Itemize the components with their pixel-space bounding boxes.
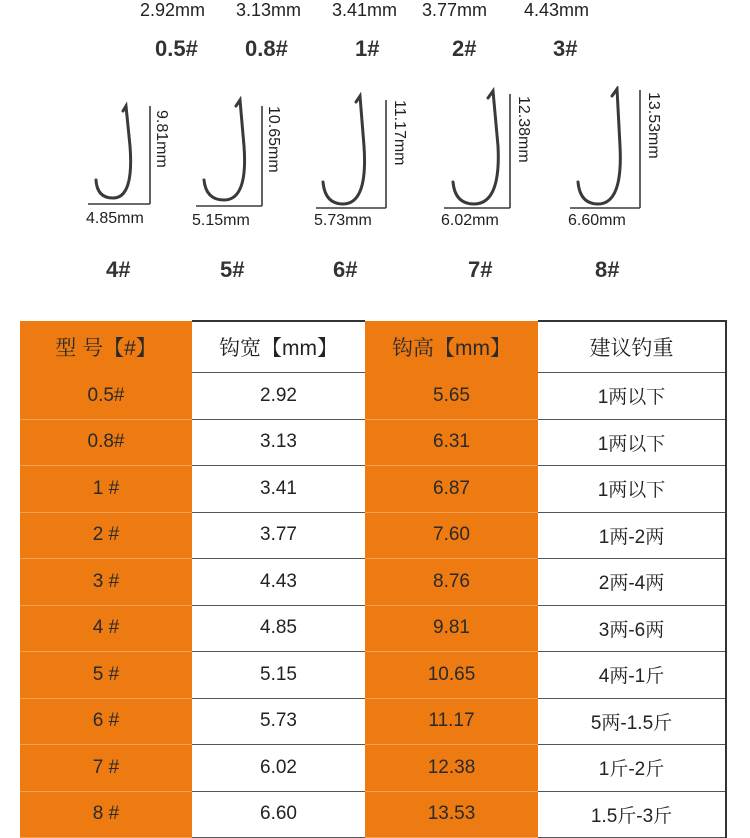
cell-model: 1 # bbox=[20, 466, 192, 513]
cell-width: 5.73 bbox=[192, 698, 365, 745]
cell-weight: 1两以下 bbox=[538, 466, 726, 513]
cell-height: 12.38 bbox=[365, 745, 538, 792]
cell-weight: 1两以下 bbox=[538, 373, 726, 420]
hook-width-label: 5.15mm bbox=[192, 212, 250, 229]
table-row bbox=[20, 605, 726, 652]
table-row bbox=[20, 466, 726, 513]
cell-weight: 1两-2两 bbox=[538, 512, 726, 559]
hook-width-label: 5.73mm bbox=[314, 212, 372, 229]
cell-width: 4.85 bbox=[192, 605, 365, 652]
top-width-labels bbox=[0, 0, 750, 22]
cell-height: 13.53 bbox=[365, 791, 538, 838]
table-row bbox=[20, 419, 726, 466]
width-label: 2.92mm bbox=[140, 0, 206, 20]
header-model: 型 号【#】 bbox=[20, 321, 192, 373]
table-header-row bbox=[20, 321, 726, 373]
cell-width: 4.43 bbox=[192, 559, 365, 606]
cell-height: 6.87 bbox=[365, 466, 538, 513]
cell-model: 4 # bbox=[20, 605, 192, 652]
cell-weight: 5两-1.5斤 bbox=[538, 698, 726, 745]
cell-weight: 2两-4两 bbox=[538, 559, 726, 606]
cell-weight: 1两以下 bbox=[538, 419, 726, 466]
table-row bbox=[20, 373, 726, 420]
size-label: 0.8# bbox=[245, 36, 288, 61]
cell-width: 2.92 bbox=[192, 373, 365, 420]
cell-weight: 3两-6两 bbox=[538, 605, 726, 652]
width-label: 3.41mm bbox=[332, 0, 398, 20]
cell-model: 3 # bbox=[20, 559, 192, 606]
header-width: 钩宽【mm】 bbox=[192, 321, 365, 373]
hook-icon bbox=[578, 89, 620, 204]
width-label: 3.13mm bbox=[236, 0, 302, 20]
size-label: 5# bbox=[220, 257, 245, 282]
table-row bbox=[20, 745, 726, 792]
cell-height: 7.60 bbox=[365, 512, 538, 559]
cell-height: 10.65 bbox=[365, 652, 538, 699]
hook-height-label: 12.38mm bbox=[515, 96, 532, 163]
cell-width: 6.60 bbox=[192, 791, 365, 838]
cell-width: 3.13 bbox=[192, 419, 365, 466]
hook-icon bbox=[204, 100, 245, 200]
hook-icon bbox=[323, 96, 365, 204]
cell-model: 0.5# bbox=[20, 373, 192, 420]
header-weight: 建议钓重 bbox=[538, 321, 726, 373]
size-label: 7# bbox=[468, 257, 493, 282]
table-row bbox=[20, 791, 726, 838]
hook-width-label: 4.85mm bbox=[86, 210, 144, 227]
cell-width: 6.02 bbox=[192, 745, 365, 792]
cell-model: 0.8# bbox=[20, 419, 192, 466]
cell-model: 7 # bbox=[20, 745, 192, 792]
hook-icon bbox=[453, 91, 498, 204]
cell-model: 8 # bbox=[20, 791, 192, 838]
cell-model: 5 # bbox=[20, 652, 192, 699]
hook-icon bbox=[96, 106, 131, 198]
hook-height-label: 13.53mm bbox=[645, 92, 662, 159]
size-label: 6# bbox=[333, 257, 358, 282]
cell-weight: 4两-1斤 bbox=[538, 652, 726, 699]
header-height: 钩高【mm】 bbox=[365, 321, 538, 373]
width-label: 3.77mm bbox=[422, 0, 488, 20]
size-label: 2# bbox=[452, 36, 477, 61]
width-label: 4.43mm bbox=[524, 0, 590, 20]
size-label: 8# bbox=[595, 257, 620, 282]
cell-width: 5.15 bbox=[192, 652, 365, 699]
cell-weight: 1斤-2斤 bbox=[538, 745, 726, 792]
table-row bbox=[20, 652, 726, 699]
cell-height: 5.65 bbox=[365, 373, 538, 420]
table-body bbox=[20, 373, 726, 838]
size-label: 3# bbox=[553, 36, 578, 61]
size-label: 1# bbox=[355, 36, 380, 61]
cell-height: 9.81 bbox=[365, 605, 538, 652]
size-label: 0.5# bbox=[155, 36, 198, 61]
hook-width-label: 6.02mm bbox=[441, 212, 499, 229]
cell-width: 3.77 bbox=[192, 512, 365, 559]
size-label: 4# bbox=[106, 257, 131, 282]
cell-model: 6 # bbox=[20, 698, 192, 745]
table-row bbox=[20, 559, 726, 606]
hook-height-label: 11.17mm bbox=[391, 100, 408, 166]
hook-illustrations bbox=[0, 86, 750, 216]
hook-height-label: 10.65mm bbox=[265, 106, 282, 173]
hook-width-label: 6.60mm bbox=[568, 212, 626, 229]
cell-height: 8.76 bbox=[365, 559, 538, 606]
cell-height: 6.31 bbox=[365, 419, 538, 466]
cell-model: 2 # bbox=[20, 512, 192, 559]
cell-weight: 1.5斤-3斤 bbox=[538, 791, 726, 838]
hook-height-label: 9.81mm bbox=[153, 110, 170, 168]
spec-table bbox=[20, 320, 727, 838]
table-row bbox=[20, 698, 726, 745]
table-row bbox=[20, 512, 726, 559]
cell-width: 3.41 bbox=[192, 466, 365, 513]
cell-height: 11.17 bbox=[365, 698, 538, 745]
